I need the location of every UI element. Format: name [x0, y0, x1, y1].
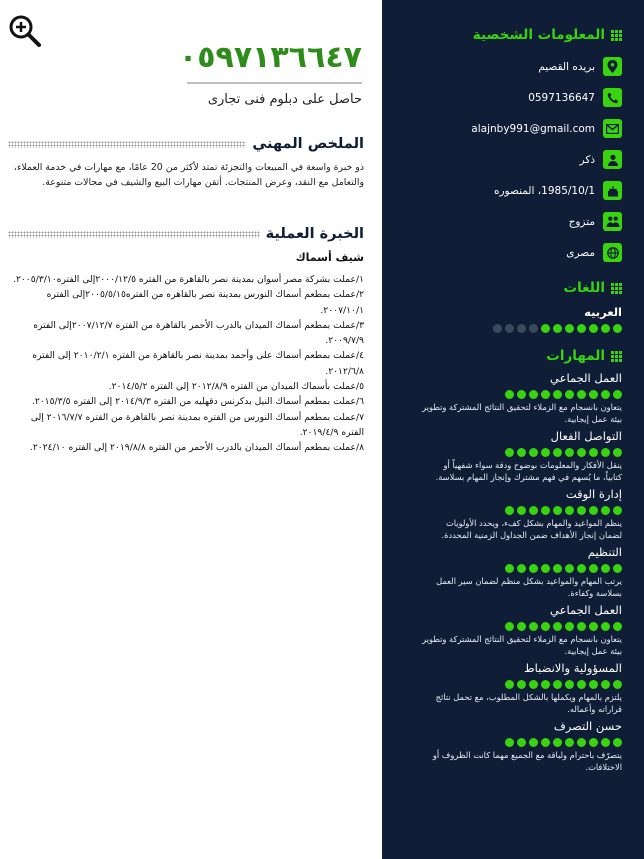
level-dot-filled	[589, 680, 598, 689]
job-title: شيف أسماك	[295, 251, 364, 264]
phone-icon	[603, 88, 622, 107]
skill-name: حسن التصرف	[553, 719, 622, 733]
skill-name: التنظيم	[587, 545, 622, 559]
title-divider	[187, 82, 362, 84]
skill-description: يتعاون بانسجام مع الزملاء لتحقيق النتائج المشتركة وتطوير بيئة عمل إيجابية.	[422, 634, 622, 656]
skill-level-dots	[382, 563, 622, 573]
level-dot-filled	[577, 506, 586, 515]
experience-item: ٧/عملت بمطعم أسماك النورس من الفتره بمدينة نصر بالقاهرة من الفتره ٢٠١٦/٧/٧ إلى الفتره ٢٠١٩/٤/٩.	[30, 411, 364, 438]
info-city	[382, 51, 622, 82]
level-dot-filled	[541, 564, 550, 573]
info-phone	[382, 82, 622, 113]
skill-description: يتعاون بانسجام مع الزملاء لتحقيق النتائج المشتركة وتطوير بيئة عمل إيجابية.	[422, 402, 622, 424]
skill-description: ينقل الأفكار والمعلومات بوضوح ودقة سواء شفهياً أو كتابياً، ما يُسهم في فهم مشترك وإنجاز المهام بسلاسة.	[435, 460, 622, 482]
skill-description: يتصرّف باحترام ولباقة مع الجميع مهما كانت الظروف أو الاختلافات.	[432, 750, 622, 772]
info-email	[382, 113, 622, 144]
level-dot-filled	[517, 390, 526, 399]
level-dot-filled	[565, 506, 574, 515]
level-dot-filled	[613, 324, 622, 333]
skill-name: العمل الجماعي	[550, 603, 622, 617]
level-dot-filled	[577, 622, 586, 631]
skills-heading: المهارات	[546, 348, 605, 364]
experience-item: ١/عملت بشركة مصر أسوان بمدينة نصر بالقاهرة من الفتره ٢٠٠٠/١٢/٥إلى الفتره٢٠٠٥/٣/١٠.	[13, 274, 364, 285]
info-gender	[382, 144, 622, 175]
skill-description: يلتزم بالمهام ويكملها بالشكل المطلوب، مع تحمل نتائج قراراته وأعماله.	[435, 692, 622, 714]
level-dot-filled	[613, 622, 622, 631]
level-dot-filled	[577, 448, 586, 457]
skill-description: يرتب المهام والمواعيد بشكل منظم لضمان سير العمل بسلاسة وكفاءة.	[436, 576, 622, 598]
level-dot-filled	[589, 448, 598, 457]
page-title-phone: ٠٥٩٧١٣٦٦٤٧	[178, 40, 362, 75]
skill-level-dots	[382, 737, 622, 747]
level-dot-filled	[541, 390, 550, 399]
language-name: العربيه	[584, 305, 622, 319]
experience-item: ٨/عملت بمطعم أسماك الميدان بالدرب الأحمر من الفتره ٢٠١٩/٨/٨ إلى الفتره ٢٠٢٤/١٠.	[29, 442, 364, 454]
language-level-dots	[382, 323, 622, 333]
skill-item	[382, 719, 622, 773]
person-icon	[603, 150, 622, 169]
level-dot-filled	[565, 622, 574, 631]
level-dot-filled	[541, 506, 550, 515]
level-dot-filled	[553, 680, 562, 689]
level-dot-filled	[505, 390, 514, 399]
birthday-icon	[603, 181, 622, 200]
level-dot-empty	[529, 324, 538, 333]
level-dot-filled	[505, 680, 514, 689]
experience-list	[8, 272, 364, 456]
sidebar	[382, 0, 644, 859]
skills-list	[382, 371, 622, 773]
summary-section-header	[8, 136, 364, 152]
languages-header	[382, 277, 622, 299]
level-dot-filled	[601, 448, 610, 457]
skill-name: التواصل الفعال	[550, 429, 622, 443]
level-dot-filled	[601, 564, 610, 573]
skill-name: إدارة الوقت	[565, 487, 622, 501]
level-dot-filled	[529, 564, 538, 573]
section-dotted-line	[8, 141, 246, 148]
level-dot-filled	[553, 622, 562, 631]
level-dot-filled	[613, 680, 622, 689]
languages-heading: اللغات	[563, 280, 605, 296]
level-dot-filled	[601, 324, 610, 333]
info-marital	[382, 206, 622, 237]
experience-item: ٢/عملت بمطعم أسماك النورس بمدينة نصر بالقاهره من الفتره٢٠٠٥/٥/١٥إلى الفتره ٢٠٠٧/١٠/١.	[46, 289, 364, 316]
level-dot-empty	[517, 324, 526, 333]
level-dot-filled	[541, 622, 550, 631]
level-dot-filled	[565, 324, 574, 333]
skill-name: العمل الجماعي	[550, 371, 622, 385]
couple-icon	[603, 212, 622, 231]
skill-description: ينظم المواعيد والمهام بشكل كفء، ويحدد الأولويات لضمان إنجاز الأهداف ضمن الجداول الزمنية المحددة.	[441, 518, 622, 540]
level-dot-filled	[601, 390, 610, 399]
city-value: بريده القصيم	[538, 60, 595, 73]
level-dot-filled	[517, 506, 526, 515]
level-dot-filled	[529, 448, 538, 457]
level-dot-filled	[601, 622, 610, 631]
level-dot-filled	[589, 738, 598, 747]
skill-level-dots	[382, 679, 622, 689]
level-dot-filled	[529, 738, 538, 747]
level-dot-filled	[565, 564, 574, 573]
level-dot-filled	[505, 506, 514, 515]
skill-item	[382, 429, 622, 483]
globe-icon	[603, 243, 622, 262]
skill-item	[382, 371, 622, 425]
level-dot-filled	[565, 448, 574, 457]
skill-level-dots	[382, 505, 622, 515]
level-dot-filled	[577, 738, 586, 747]
info-birth	[382, 175, 622, 206]
experience-heading: الخبرة العملية	[265, 226, 364, 242]
level-dot-filled	[565, 738, 574, 747]
level-dot-filled	[541, 680, 550, 689]
level-dot-filled	[529, 622, 538, 631]
skill-level-dots	[382, 621, 622, 631]
level-dot-filled	[565, 680, 574, 689]
info-nationality	[382, 237, 622, 268]
level-dot-filled	[505, 622, 514, 631]
level-dot-filled	[541, 448, 550, 457]
marital-value: متزوج	[568, 215, 595, 228]
level-dot-empty	[493, 324, 502, 333]
level-dot-filled	[517, 564, 526, 573]
experience-item: ٣/عملت بمطعم أسماك الميدان بالدرب الأحمر بالقاهرة من الفتره ٢٠٠٧/١٢/٧إلى الفتره ٢٠٠٩/٧/٩.	[33, 319, 364, 347]
summary-heading: الملخص المهني	[252, 136, 364, 152]
personal-info-heading: المعلومات الشخصية	[472, 27, 605, 43]
birth-value: 1985/10/1، المنصوره	[493, 184, 595, 197]
skill-item	[382, 603, 622, 657]
skill-item	[382, 545, 622, 599]
level-dot-filled	[577, 324, 586, 333]
skill-item	[382, 487, 622, 541]
personal-info-header	[382, 24, 622, 46]
gender-value: ذكر	[579, 153, 595, 166]
level-dot-filled	[541, 738, 550, 747]
level-dot-filled	[553, 506, 562, 515]
level-dot-filled	[517, 622, 526, 631]
level-dot-filled	[553, 738, 562, 747]
level-dot-filled	[553, 390, 562, 399]
grid-icon	[611, 351, 622, 362]
skills-header	[382, 345, 622, 367]
level-dot-filled	[553, 564, 562, 573]
location-icon	[603, 57, 622, 76]
nationality-value: مصرى	[566, 246, 595, 259]
level-dot-filled	[577, 564, 586, 573]
qualification-subtitle: حاصل على دبلوم فنى تجارى	[207, 92, 362, 107]
phone-value[interactable]: 0597136647	[528, 91, 595, 104]
level-dot-filled	[589, 324, 598, 333]
level-dot-filled	[613, 738, 622, 747]
level-dot-filled	[517, 738, 526, 747]
skill-level-dots	[382, 447, 622, 457]
experience-item: ٤/عملت بمطعم أسماك على وأحمد بمدينة نصر بالقاهرة من الفتره ٢٠١٠/٢/١ إلى الفتره ٢٠١٢/٦/٨.	[32, 350, 364, 377]
skill-level-dots	[382, 389, 622, 399]
level-dot-filled	[613, 506, 622, 515]
email-value[interactable]: alajnby991@gmail.com	[471, 122, 595, 135]
email-icon	[603, 119, 622, 138]
level-dot-filled	[613, 390, 622, 399]
level-dot-filled	[589, 506, 598, 515]
level-dot-filled	[541, 324, 550, 333]
level-dot-filled	[553, 448, 562, 457]
level-dot-filled	[505, 738, 514, 747]
level-dot-empty	[505, 324, 514, 333]
zoom-in-icon[interactable]	[8, 14, 42, 48]
summary-text: ذو خبرة واسعة في المبيعات والتجزئة تمتد لأكثر من 20 عامًا، مع مهارات في خدمة العملاء، والتعامل مع النقد، وعرض المنتجات. أتقن مهارات البيع والشيف في مجالات متنوعة.	[13, 162, 364, 188]
level-dot-filled	[589, 390, 598, 399]
level-dot-filled	[517, 448, 526, 457]
grid-icon	[611, 283, 622, 294]
level-dot-filled	[601, 680, 610, 689]
level-dot-filled	[613, 564, 622, 573]
skill-name: المسؤولية والانضباط	[524, 661, 622, 675]
skill-item	[382, 661, 622, 715]
experience-section-header	[8, 226, 364, 242]
experience-item: ٦/عملت بمطعم أسماك النيل بدكرنس دقهليه من الفتره ٢٠١٤/٩/٣ إلى الفتره ٢٠١٥/٣/٥.	[31, 396, 364, 408]
level-dot-filled	[577, 390, 586, 399]
level-dot-filled	[553, 324, 562, 333]
level-dot-filled	[577, 680, 586, 689]
level-dot-filled	[565, 390, 574, 399]
level-dot-filled	[505, 448, 514, 457]
level-dot-filled	[505, 564, 514, 573]
experience-item: ٥/عملت بأسماك الميدان من الفتره ٢٠١٢/٨/٩ إلى الفتره ٢٠١٤/٥/٢.	[108, 381, 364, 393]
section-dotted-line	[8, 231, 260, 238]
level-dot-filled	[613, 448, 622, 457]
level-dot-filled	[529, 680, 538, 689]
level-dot-filled	[601, 506, 610, 515]
level-dot-filled	[589, 622, 598, 631]
grid-icon	[611, 30, 622, 41]
level-dot-filled	[517, 680, 526, 689]
level-dot-filled	[601, 738, 610, 747]
level-dot-filled	[529, 390, 538, 399]
level-dot-filled	[589, 564, 598, 573]
level-dot-filled	[529, 506, 538, 515]
